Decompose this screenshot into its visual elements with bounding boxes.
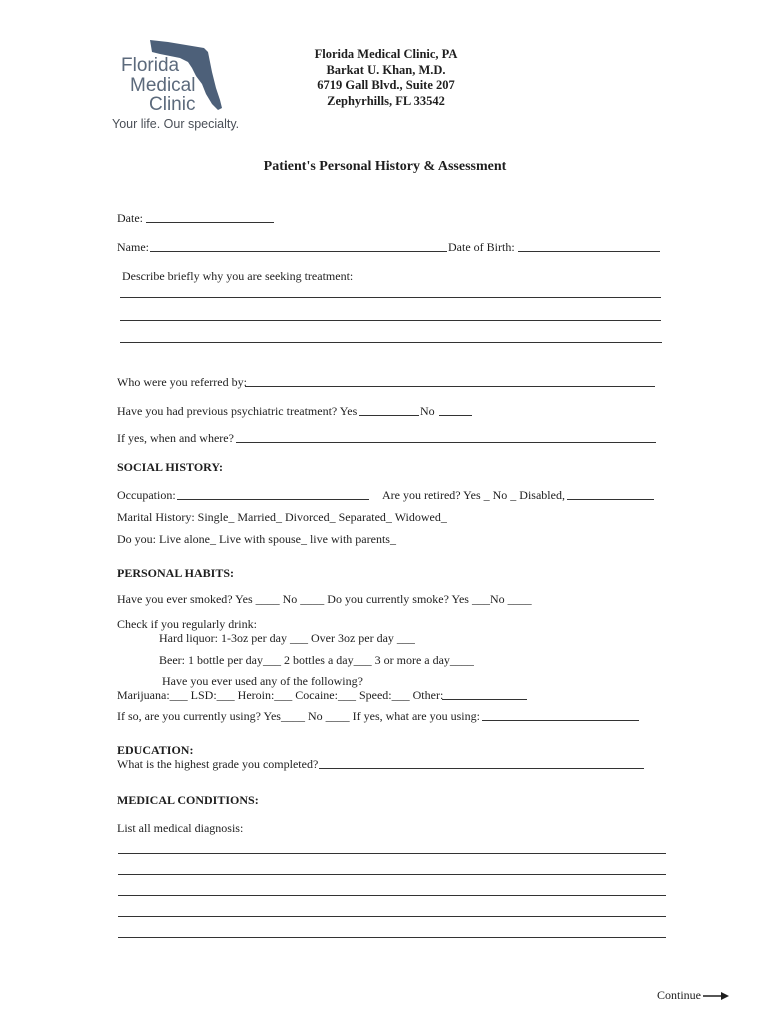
referred-label: Who were you referred by: xyxy=(117,375,247,389)
logo-line-1: Florida xyxy=(121,55,180,76)
personal-habits-heading: PERSONAL HABITS: xyxy=(117,566,235,580)
prev-treatment-no-label: No xyxy=(420,404,435,418)
disabled-field[interactable] xyxy=(567,499,654,500)
page-title: Patient's Personal History & Assessment xyxy=(263,159,507,174)
medical-diagnosis-label: List all medical diagnosis: xyxy=(117,821,244,835)
diagnosis-line-4[interactable] xyxy=(118,916,666,917)
clinic-header xyxy=(300,47,472,109)
living-situation: Do you: Live alone_ Live with spouse_ live with parents_ xyxy=(117,532,396,546)
diagnosis-line-5[interactable] xyxy=(118,937,666,938)
diagnosis-line-2[interactable] xyxy=(118,874,666,875)
logo-line-3: Clinic xyxy=(149,94,196,115)
drugs-other-field[interactable] xyxy=(442,699,527,700)
occupation-field[interactable] xyxy=(177,499,369,500)
doctor-name: Barkat U. Khan, M.D. xyxy=(326,62,446,77)
currently-using-question: If so, are you currently using? Yes____ No ____ If yes, what are you using: xyxy=(117,709,480,723)
education-question: What is the highest grade you completed? xyxy=(117,757,319,771)
retired-label: Are you retired? Yes _ No _ Disabled, xyxy=(382,488,565,502)
hard-liquor-options: Hard liquor: 1-3oz per day ___ Over 3oz per day ___ xyxy=(159,631,415,645)
social-history-heading: SOCIAL HISTORY: xyxy=(117,460,223,474)
describe-line-2[interactable] xyxy=(120,320,661,321)
prev-treatment-no-field[interactable] xyxy=(439,415,472,416)
if-yes-label: If yes, when and where? xyxy=(117,431,234,445)
marital-history: Marital History: Single_ Married_ Divorced_ Separated_ Widowed_ xyxy=(117,510,447,524)
date-label: Date: xyxy=(117,211,143,225)
if-yes-field[interactable] xyxy=(236,442,656,443)
beer-options: Beer: 1 bottle per day___ 2 bottles a day___ 3 or more a day____ xyxy=(159,653,474,667)
clinic-logo xyxy=(108,38,248,133)
describe-line-3[interactable] xyxy=(120,342,662,343)
drink-intro: Check if you regularly drink: xyxy=(117,617,257,631)
prev-treatment-label: Have you had previous psychiatric treatment? Yes xyxy=(117,404,358,418)
currently-using-field[interactable] xyxy=(482,720,639,721)
medical-conditions-heading: MEDICAL CONDITIONS: xyxy=(117,793,259,807)
drugs-question: Have you ever used any of the following? xyxy=(162,674,363,688)
diagnosis-line-1[interactable] xyxy=(118,853,666,854)
occupation-label: Occupation: xyxy=(117,488,176,502)
name-label: Name: xyxy=(117,240,149,254)
dob-label: Date of Birth: xyxy=(448,240,515,254)
dob-field[interactable] xyxy=(518,251,660,252)
logo-tagline: Your life. Our specialty. xyxy=(112,117,240,131)
prev-treatment-yes-field[interactable] xyxy=(359,415,419,416)
clinic-address-line-2: Zephyrhills, FL 33542 xyxy=(327,93,445,108)
referred-field[interactable] xyxy=(245,386,655,387)
clinic-address-line-1: 6719 Gall Blvd., Suite 207 xyxy=(317,78,455,92)
continue-label: Continue xyxy=(657,988,701,1002)
diagnosis-line-3[interactable] xyxy=(118,895,666,896)
smoking-question: Have you ever smoked? Yes ____ No ____ Do you currently smoke? Yes ___No ____ xyxy=(117,592,532,606)
describe-label: Describe briefly why you are seeking treatment: xyxy=(122,269,354,283)
name-field[interactable] xyxy=(150,251,447,252)
logo-line-2: Medical xyxy=(130,75,196,96)
drugs-options: Marijuana:___ LSD:___ Heroin:___ Cocaine:___ Speed:___ Other: xyxy=(117,688,444,702)
clinic-name: Florida Medical Clinic, PA xyxy=(314,47,458,61)
describe-line-1[interactable] xyxy=(120,297,661,298)
education-heading: EDUCATION: xyxy=(117,743,194,757)
date-field[interactable] xyxy=(146,222,274,223)
arrow-right-icon xyxy=(703,991,729,1001)
education-field[interactable] xyxy=(319,768,644,769)
